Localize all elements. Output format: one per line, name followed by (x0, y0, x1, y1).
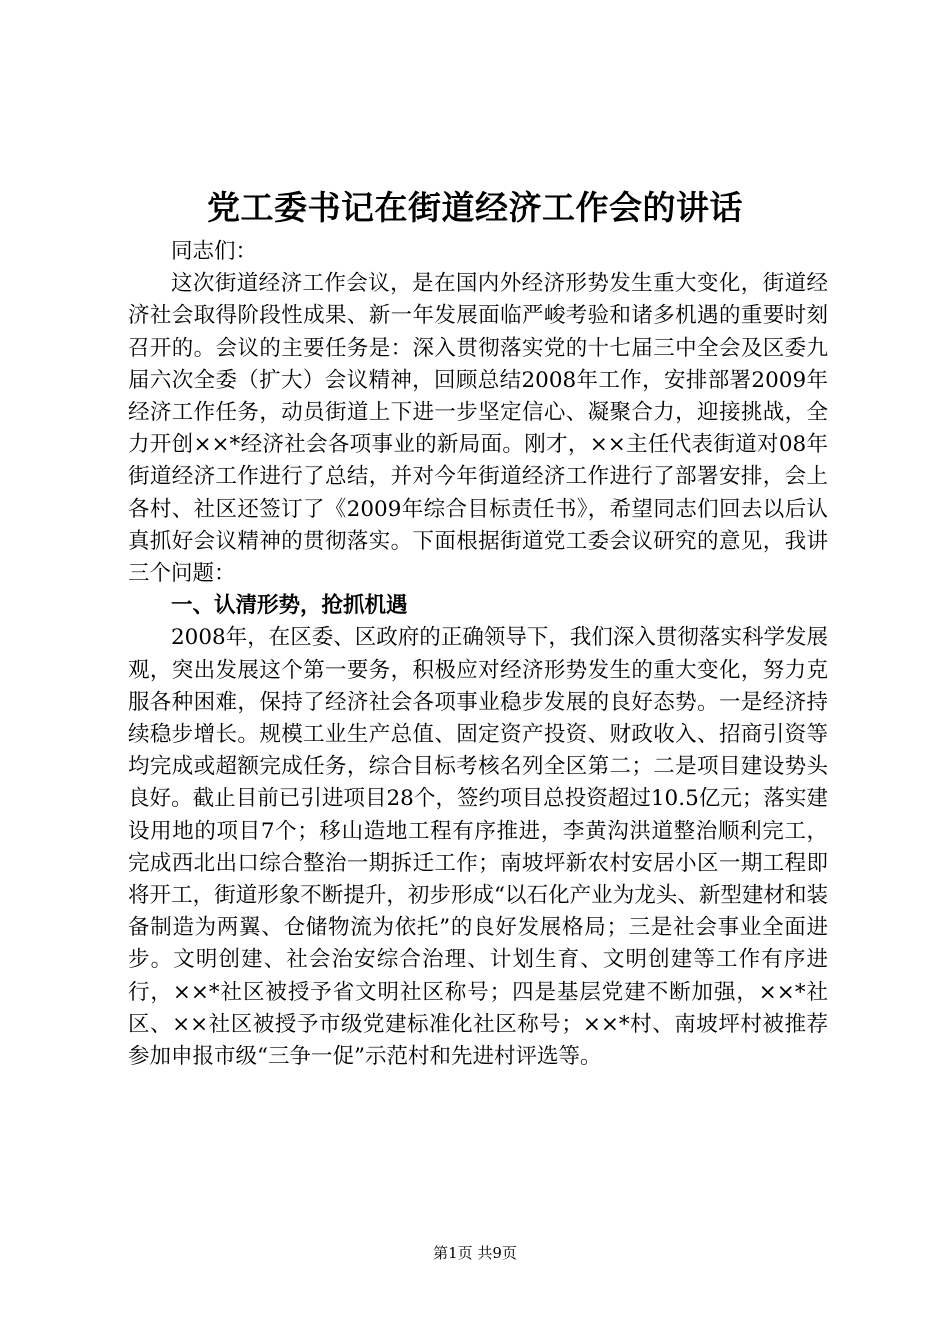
document-title: 党工委书记在街道经济工作会的讲话 (207, 188, 743, 227)
section-heading-1: 一、认清形势，抢抓机遇 (171, 593, 408, 619)
salutation: 同志们： (171, 239, 258, 264)
page-footer: 第1页 共9页 (433, 1244, 517, 1262)
paragraph-intro: 这次街道经济工作会议，是在国内外经济形势发生重大变化，街道经济社会取得阶段性成果、新一年发展面临严峻考验和诸多机遇的重要时刻召开的。会议的主要任务是：深入贯彻落实党的十七届三中全会及区委九届六次全委（扩大）会议精神，回顾总结2008年工作，安排部署2009年经济工作任务，动员街道上下进一步坚定信心、凝聚合力，迎接挑战，全力开创××*经济社会各项事业的新局面。刚才，××主任代表街道对08年街道经济工作进行了总结，并对今年街道经济工作进行了部署安排，会上各村、社区还签订了《2009年综合目标责任书》，希望同志们回去以后认真抓好会议精神的贯彻落实。下面根据街道党工委会议研究的意见，我讲三个问题： (128, 271, 828, 587)
document-body (128, 236, 828, 1073)
paragraph-achievements: 2008年，在区委、区政府的正确领导下，我们深入贯彻落实科学发展观，突出发展这个第一要务，积极应对经济形势发生的重大变化，努力克服各种困难，保持了经济社会各项事业稳步发展的良好态势。一是经济持续稳步增长。规模工业生产总值、固定资产投资、财政收入、招商引资等均完成或超额完成任务，综合目标考核名列全区第二；二是项目建设势头良好。截止目前已引进项目28个，签约项目总投资超过10.5亿元；落实建设用地的项目7个；移山造地工程有序推进，李黄沟洪道整治顺利完工，完成西北出口综合整治一期拆迁工作；南坡坪新农村安居小区一期工程即将开工，街道形象不断提升，初步形成“以石化产业为龙头、新型建材和装备制造为两翼、仓储物流为依托”的良好发展格局；三是社会事业全面进步。文明创建、社会治安综合治理、计划生育、文明创建等工作有序进行，××*社区被授予省文明社区称号；四是基层党建不断加强，××*社区、××社区被授予市级党建标准化社区称号；××*村、南坡坪村被推荐参加申报市级“三争一促”示范村和先进村评选等。 (128, 625, 828, 1070)
